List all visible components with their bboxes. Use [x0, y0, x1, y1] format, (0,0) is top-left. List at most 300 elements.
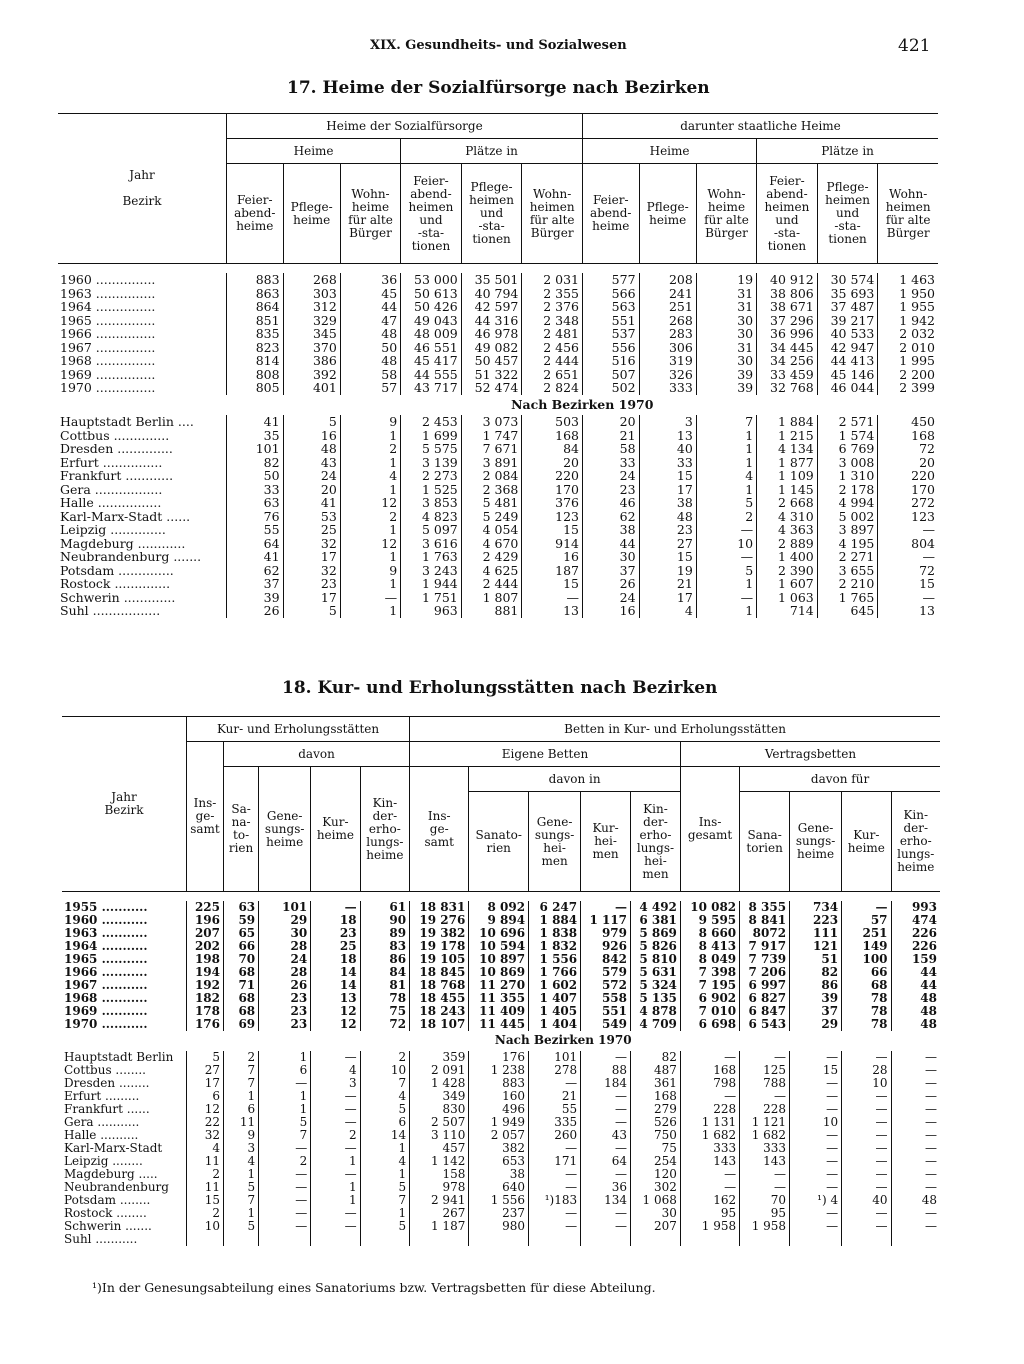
district-row: [62, 1090, 940, 1103]
cell-value: 507: [582, 368, 639, 382]
cell-value: 2 453: [401, 415, 462, 429]
cell-value: 18 107: [410, 1018, 469, 1031]
cell-value: 121: [790, 940, 842, 953]
t18-davon-fuer: davon für: [740, 767, 940, 792]
cell-value: 333: [639, 381, 696, 395]
row-label: Halle ................: [60, 495, 162, 510]
district-row: [58, 537, 938, 551]
cell-value: 401: [283, 381, 340, 395]
cell-value: 306: [639, 341, 696, 355]
cell-value: [891, 1233, 940, 1246]
row-label: Suhl .................: [60, 603, 161, 618]
cell-value: 55: [529, 1103, 581, 1116]
cell-value: 33: [227, 483, 284, 497]
cell-value: 12: [187, 1103, 224, 1116]
cell-value: 1: [259, 1103, 311, 1116]
cell-value: 1: [311, 1181, 360, 1194]
cell-value: 176: [187, 1018, 224, 1031]
district-row: [62, 1194, 940, 1207]
cell-value: 64: [581, 1155, 631, 1168]
cell-value: 345: [283, 327, 340, 341]
row-label: 1970 ...............: [60, 380, 156, 395]
cell-value: 9 894: [469, 914, 529, 927]
row-label: Magdeburg ............: [60, 535, 186, 551]
cell-value: 7 010: [680, 1005, 739, 1018]
cell-value: 194: [187, 966, 224, 979]
cell-value: 640: [469, 1181, 529, 1194]
cell-value: 45 417: [401, 354, 462, 368]
cell-value: 26: [259, 979, 311, 992]
cell-value: 111: [790, 927, 842, 940]
cell-value: 120: [631, 1168, 681, 1181]
cell-value: 15: [639, 469, 696, 483]
district-row: [62, 1207, 940, 1220]
cell-value: 8 049: [680, 953, 739, 966]
cell-value: 69: [224, 1018, 259, 1031]
cell-value: —: [842, 1090, 891, 1103]
cell-value: 333: [680, 1142, 739, 1155]
cell-value: 450: [878, 415, 938, 429]
cell-value: —: [581, 1103, 631, 1116]
cell-value: 1 063: [757, 591, 818, 605]
cell-value: [842, 1233, 891, 1246]
cell-value: 40 794: [461, 287, 522, 301]
cell-value: 48: [891, 1018, 940, 1031]
cell-value: 101: [259, 901, 311, 914]
cell-value: 3 655: [817, 564, 878, 578]
cell-value: 24: [259, 953, 311, 966]
t18-col-v-sanatorien: Sana- torien: [740, 792, 790, 892]
cell-value: 5 575: [401, 442, 462, 456]
cell-value: 170: [878, 483, 938, 497]
cell-value: —: [740, 1051, 790, 1064]
cell-value: 503: [522, 415, 583, 429]
cell-value: 1 142: [410, 1155, 469, 1168]
cell-value: 184: [581, 1077, 631, 1090]
cell-value: 68: [224, 966, 259, 979]
cell-value: 39: [790, 992, 842, 1005]
cell-value: 13: [878, 604, 938, 618]
cell-value: [224, 1233, 259, 1246]
cell-value: 881: [461, 604, 522, 618]
cell-value: 2 507: [410, 1116, 469, 1129]
cell-value: 38 806: [757, 287, 818, 301]
cell-value: 3 243: [401, 564, 462, 578]
cell-value: 11 409: [469, 1005, 529, 1018]
district-row: [58, 483, 938, 497]
cell-value: 36: [340, 273, 400, 287]
t17-plaetze: Plätze in: [401, 139, 583, 164]
cell-value: 2 271: [817, 550, 878, 564]
cell-value: 2 031: [522, 273, 583, 287]
t18-group2: Betten in Kur- und Erholungsstätten: [410, 717, 940, 742]
cell-value: 7: [224, 1194, 259, 1207]
cell-value: 55: [227, 523, 284, 537]
cell-value: 43: [283, 456, 340, 470]
row-label: Leipzig ........: [64, 1154, 143, 1168]
district-row: [58, 523, 938, 537]
cell-value: 2 210: [817, 577, 878, 591]
cell-value: 82: [631, 1051, 681, 1064]
district-row: [58, 591, 938, 605]
cell-value: 980: [469, 1220, 529, 1233]
cell-value: —: [790, 1129, 842, 1142]
cell-value: —: [740, 1181, 790, 1194]
cell-value: 168: [878, 429, 938, 443]
cell-value: 1 751: [401, 591, 462, 605]
cell-value: 75: [631, 1142, 681, 1155]
cell-value: 5 097: [401, 523, 462, 537]
cell-value: 2 444: [461, 577, 522, 591]
cell-value: 51: [790, 953, 842, 966]
cell-value: 11 270: [469, 979, 529, 992]
cell-value: 1 525: [401, 483, 462, 497]
t18-stub-header: Jahr Bezirk: [104, 790, 144, 817]
cell-value: 35 501: [461, 273, 522, 287]
cell-value: 1 556: [529, 953, 581, 966]
cell-value: 208: [639, 273, 696, 287]
cell-value: 2 456: [522, 341, 583, 355]
cell-value: 1: [696, 456, 756, 470]
cell-value: 1 955: [878, 300, 938, 314]
cell-value: 551: [582, 314, 639, 328]
cell-value: 89: [360, 927, 409, 940]
t17-col-header: Pflege- heimen und -sta- tionen: [817, 164, 878, 264]
cell-value: 196: [187, 914, 224, 927]
row-label: 1967 ...........: [64, 978, 148, 992]
cell-value: 251: [842, 927, 891, 940]
cell-value: 30: [259, 927, 311, 940]
cell-value: 48: [340, 354, 400, 368]
cell-value: 798: [680, 1077, 739, 1090]
cell-value: 30: [631, 1207, 681, 1220]
row-label: Neubrandenburg .......: [60, 549, 202, 564]
cell-value: 46: [582, 496, 639, 510]
cell-value: 44 555: [401, 368, 462, 382]
cell-value: 979: [581, 927, 631, 940]
cell-value: 43 717: [401, 381, 462, 395]
cell-value: 8 092: [469, 901, 529, 914]
cell-value: 20: [878, 456, 938, 470]
section-spacer: [62, 1031, 187, 1051]
cell-value: —: [842, 901, 891, 914]
cell-value: 814: [227, 354, 284, 368]
cell-value: 170: [522, 483, 583, 497]
cell-value: 6 847: [740, 1005, 790, 1018]
cell-value: 78: [842, 992, 891, 1005]
cell-value: 134: [581, 1194, 631, 1207]
cell-value: 81: [360, 979, 409, 992]
cell-value: 72: [360, 1018, 409, 1031]
cell-value: 24: [582, 591, 639, 605]
cell-value: —: [842, 1168, 891, 1181]
cell-value: 123: [522, 510, 583, 524]
cell-value: 46 044: [817, 381, 878, 395]
cell-value: 78: [842, 1018, 891, 1031]
cell-value: 14: [360, 1129, 409, 1142]
cell-value: —: [529, 1181, 581, 1194]
cell-value: 823: [227, 341, 284, 355]
cell-value: 46 551: [401, 341, 462, 355]
table17-title: 17. Heime der Sozialfürsorge nach Bezirken: [287, 78, 710, 98]
cell-value: 5 481: [461, 496, 522, 510]
cell-value: 3: [224, 1142, 259, 1155]
cell-value: 18 243: [410, 1005, 469, 1018]
cell-value: —: [696, 550, 756, 564]
district-row: [62, 1155, 940, 1168]
cell-value: 2 571: [817, 415, 878, 429]
cell-value: 1 944: [401, 577, 462, 591]
cell-value: 10 082: [680, 901, 739, 914]
cell-value: —: [891, 1155, 940, 1168]
cell-value: 50 457: [461, 354, 522, 368]
cell-value: 835: [227, 327, 284, 341]
table17: [58, 113, 938, 618]
district-row: [58, 469, 938, 483]
cell-value: [360, 1233, 409, 1246]
cell-value: 1 877: [757, 456, 818, 470]
cell-value: 15: [790, 1064, 842, 1077]
cell-value: 1: [224, 1168, 259, 1181]
table18-title: 18. Kur- und Erholungsstätten nach Bezirken: [282, 678, 718, 698]
cell-value: 1: [696, 483, 756, 497]
row-label: Erfurt ...............: [60, 454, 163, 470]
cell-value: —: [581, 1090, 631, 1103]
cell-value: 50 426: [401, 300, 462, 314]
row-label: Frankfurt ......: [64, 1102, 150, 1116]
cell-value: 72: [878, 442, 938, 456]
cell-value: —: [259, 1168, 311, 1181]
cell-value: [187, 1233, 224, 1246]
cell-value: —: [529, 1077, 581, 1090]
cell-value: 36: [581, 1181, 631, 1194]
cell-value: 50 613: [401, 287, 462, 301]
cell-value: 39: [227, 591, 284, 605]
cell-value: 28: [842, 1064, 891, 1077]
cell-value: 66: [842, 966, 891, 979]
t17-group1: Heime der Sozialfürsorge: [227, 114, 583, 139]
year-row: [58, 314, 938, 328]
row-label: 1966 ...........: [64, 965, 148, 979]
cell-value: 68: [224, 1005, 259, 1018]
cell-value: 1 556: [469, 1194, 529, 1207]
cell-value: 207: [631, 1220, 681, 1233]
cell-value: 5 135: [631, 992, 681, 1005]
row-label: 1955 ...........: [64, 900, 148, 914]
cell-value: 95: [680, 1207, 739, 1220]
cell-value: 29: [259, 914, 311, 927]
cell-value: 1 942: [878, 314, 938, 328]
t18-col-e-kurheime: Kur- hei- men: [581, 792, 631, 892]
cell-value: 1 807: [461, 591, 522, 605]
cell-value: 1 145: [757, 483, 818, 497]
district-row: [62, 1077, 940, 1090]
cell-value: 68: [842, 979, 891, 992]
cell-value: 48: [891, 992, 940, 1005]
t18-col-kurheime: Kur- heime: [311, 767, 360, 892]
row-label: Karl-Marx-Stadt ......: [60, 508, 191, 524]
cell-value: —: [842, 1181, 891, 1194]
cell-value: 2: [696, 510, 756, 524]
row-label: Karl-Marx-Stadt: [64, 1141, 163, 1155]
cell-value: —: [311, 1090, 360, 1103]
cell-value: 37: [790, 1005, 842, 1018]
cell-value: 2: [224, 1051, 259, 1064]
cell-value: 1: [340, 483, 400, 497]
cell-value: 18 831: [410, 901, 469, 914]
cell-value: [740, 1233, 790, 1246]
t18-col-kinder: Kin- der- erho- lungs- heime: [360, 767, 409, 892]
cell-value: 1 117: [581, 914, 631, 927]
cell-value: 40 533: [817, 327, 878, 341]
cell-value: 37: [582, 564, 639, 578]
cell-value: 19 276: [410, 914, 469, 927]
cell-value: 23: [259, 1005, 311, 1018]
chapter-header: XIX. Gesundheits- und Sozialwesen: [370, 38, 627, 53]
cell-value: 4: [696, 469, 756, 483]
t18-col-e-kinder: Kin- der- erho- lungs- hei- men: [631, 792, 681, 892]
cell-value: 1 131: [680, 1116, 739, 1129]
cell-value: 20: [582, 415, 639, 429]
cell-value: 1: [360, 1142, 409, 1155]
cell-value: 3: [639, 415, 696, 429]
cell-value: 42 597: [461, 300, 522, 314]
cell-value: [581, 1233, 631, 1246]
district-row: [62, 1168, 940, 1181]
t18-col-v-kurheime: Kur- heime: [842, 792, 891, 892]
row-label: Potsdam ........: [64, 1193, 151, 1207]
cell-value: 26: [227, 604, 284, 618]
t17-col-header: Feier- abend- heime: [227, 164, 284, 264]
cell-value: 804: [878, 537, 938, 551]
cell-value: —: [311, 1051, 360, 1064]
cell-value: 2 178: [817, 483, 878, 497]
row-label: Cottbus ..............: [60, 427, 170, 443]
cell-value: 386: [283, 354, 340, 368]
cell-value: 4 363: [757, 523, 818, 537]
cell-value: 83: [360, 940, 409, 953]
cell-value: 2 376: [522, 300, 583, 314]
page-number: 421: [898, 36, 931, 56]
cell-value: —: [311, 901, 360, 914]
cell-value: 207: [187, 927, 224, 940]
cell-value: 5: [696, 564, 756, 578]
cell-value: 32 768: [757, 381, 818, 395]
cell-value: 10: [790, 1116, 842, 1129]
district-row: [62, 1142, 940, 1155]
cell-value: 10: [360, 1064, 409, 1077]
cell-value: 653: [469, 1155, 529, 1168]
cell-value: 30: [696, 327, 756, 341]
cell-value: 2 200: [878, 368, 938, 382]
cell-value: 4 310: [757, 510, 818, 524]
district-row: [58, 510, 938, 524]
cell-value: 57: [842, 914, 891, 927]
cell-value: 851: [227, 314, 284, 328]
cell-value: 24: [283, 469, 340, 483]
cell-value: 2 091: [410, 1064, 469, 1077]
cell-value: 66: [224, 940, 259, 953]
cell-value: 4 670: [461, 537, 522, 551]
cell-value: 4 195: [817, 537, 878, 551]
cell-value: 7: [259, 1129, 311, 1142]
cell-value: 26: [582, 577, 639, 591]
cell-value: 10 696: [469, 927, 529, 940]
cell-value: 75: [360, 1005, 409, 1018]
cell-value: —: [581, 1142, 631, 1155]
cell-value: 4 878: [631, 1005, 681, 1018]
cell-value: 18: [311, 914, 360, 927]
cell-value: 251: [639, 300, 696, 314]
cell-value: 370: [283, 341, 340, 355]
cell-value: 2 368: [461, 483, 522, 497]
cell-value: 31: [696, 341, 756, 355]
cell-value: 78: [842, 1005, 891, 1018]
cell-value: 3 008: [817, 456, 878, 470]
cell-value: 3 110: [410, 1129, 469, 1142]
cell-value: 63: [227, 496, 284, 510]
cell-value: 4: [311, 1064, 360, 1077]
t18-col-sanatorien: Sa- na- to- rien: [224, 767, 259, 892]
cell-value: 41: [227, 550, 284, 564]
cell-value: 182: [187, 992, 224, 1005]
cell-value: 162: [680, 1194, 739, 1207]
cell-value: 2: [340, 510, 400, 524]
cell-value: 4 625: [461, 564, 522, 578]
cell-value: 12: [311, 1018, 360, 1031]
year-row: [58, 300, 938, 314]
row-label: Rostock ........: [64, 1206, 147, 1220]
cell-value: 6 902: [680, 992, 739, 1005]
cell-value: 31: [696, 300, 756, 314]
cell-value: 49 043: [401, 314, 462, 328]
cell-value: 35: [227, 429, 284, 443]
cell-value: —: [790, 1051, 842, 1064]
cell-value: 750: [631, 1129, 681, 1142]
cell-value: 32: [283, 537, 340, 551]
cell-value: 926: [581, 940, 631, 953]
cell-value: —: [891, 1168, 940, 1181]
t17-col-header: Wohn- heimen für alte Bürger: [522, 164, 583, 264]
t18-col-insgesamt: Ins- ge- samt: [187, 742, 224, 892]
cell-value: 1 884: [757, 415, 818, 429]
cell-value: 48 009: [401, 327, 462, 341]
cell-value: 28: [259, 940, 311, 953]
cell-value: —: [842, 1103, 891, 1116]
cell-value: 2 010: [878, 341, 938, 355]
cell-value: —: [259, 1142, 311, 1155]
row-label: Cottbus ........: [64, 1063, 146, 1077]
cell-value: —: [529, 1168, 581, 1181]
cell-value: 70: [740, 1194, 790, 1207]
cell-value: 72: [878, 564, 938, 578]
cell-value: 59: [224, 914, 259, 927]
cell-value: 18 768: [410, 979, 469, 992]
cell-value: 883: [469, 1077, 529, 1090]
cell-value: —: [842, 1155, 891, 1168]
section-heading: Nach Bezirken 1970: [511, 396, 654, 412]
cell-value: 24: [582, 469, 639, 483]
cell-value: 8 413: [680, 940, 739, 953]
cell-value: 20: [522, 456, 583, 470]
cell-value: 1: [259, 1051, 311, 1064]
cell-value: 19: [639, 564, 696, 578]
cell-value: 5 002: [817, 510, 878, 524]
cell-value: 2 084: [461, 469, 522, 483]
cell-value: 6: [360, 1116, 409, 1129]
table18: [62, 716, 940, 1246]
district-row: [58, 564, 938, 578]
